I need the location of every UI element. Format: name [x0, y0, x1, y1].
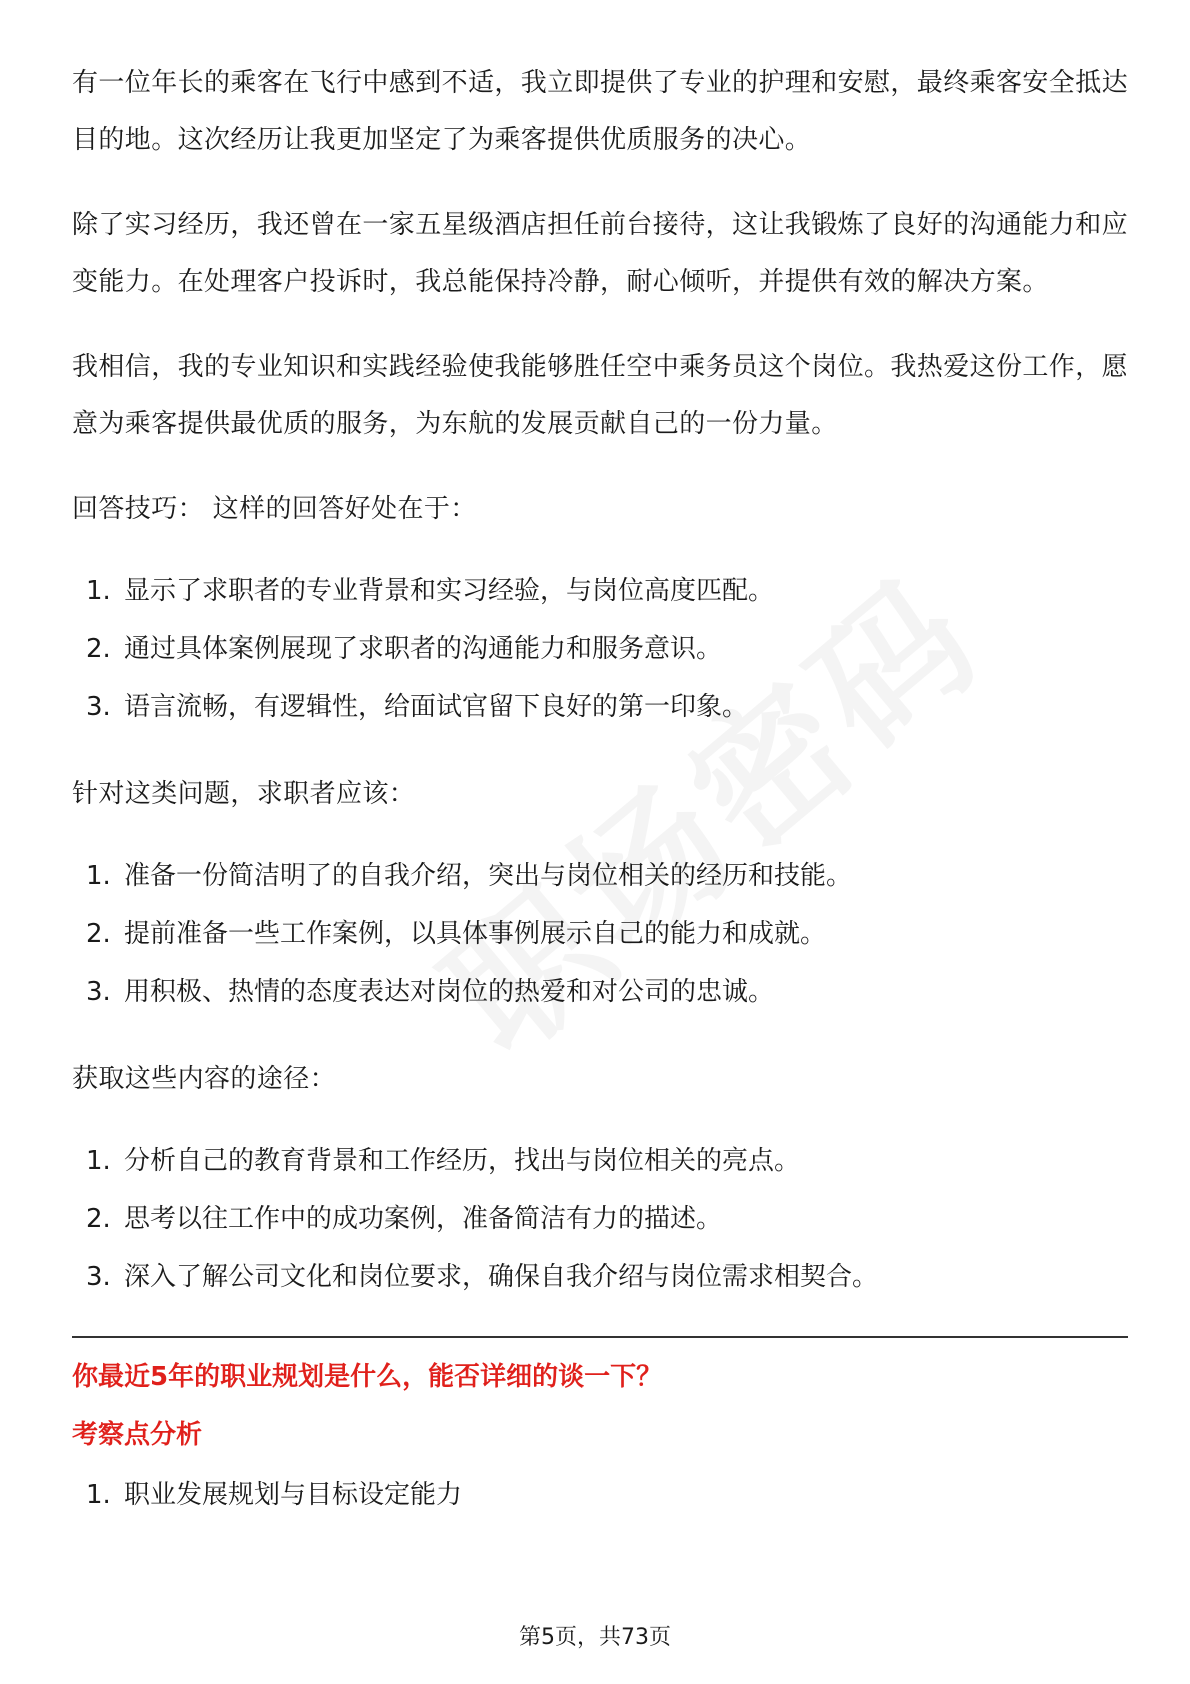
document-page	[72, 55, 1128, 1554]
paragraph-3: 我相信，我的专业知识和实践经验使我能够胜任空中乘务员这个岗位。我热爱这份工作，愿意为乘客提供最优质的服务，为东航的发展贡献自己的一份力量。	[72, 352, 1129, 439]
list-item: 2. 提前准备一些工作案例，以具体事例展示自己的能力和成就。	[86, 919, 827, 949]
analysis-label: 考察点分析	[72, 1420, 203, 1450]
list-item: 3. 深入了解公司文化和岗位要求，确保自我介绍与岗位需求相契合。	[86, 1262, 879, 1292]
list-item: 3. 用积极、热情的态度表达对岗位的热爱和对公司的忠诚。	[86, 977, 775, 1007]
list-item: 1. 准备一份简洁明了的自我介绍，突出与岗位相关的经历和技能。	[86, 861, 853, 891]
paragraph-1: 有一位年长的乘客在飞行中感到不适，我立即提供了专业的护理和安慰，最终乘客安全抵达目的地。这次经历让我更加坚定了为乘客提供优质服务的决心。	[72, 68, 1129, 155]
should-heading: 针对这类问题，求职者应该：	[72, 779, 416, 809]
tips-heading: 回答技巧： 这样的回答好处在于：	[72, 494, 477, 524]
paragraph-2: 除了实习经历，我还曾在一家五星级酒店担任前台接待，这让我锻炼了良好的沟通能力和应变能力。在处理客户投诉时，我总能保持冷静，耐心倾听，并提供有效的解决方案。	[72, 210, 1129, 297]
question-title: 你最近5年的职业规划是什么，能否详细的谈一下？	[72, 1362, 663, 1392]
ways-list	[72, 1132, 1128, 1306]
tips-list	[72, 562, 1128, 736]
list-item: 2. 思考以往工作中的成功案例，准备简洁有力的描述。	[86, 1204, 723, 1234]
list-item: 2. 通过具体案例展现了求职者的沟通能力和服务意识。	[86, 634, 723, 664]
analysis-list	[72, 1466, 1128, 1524]
ways-heading: 获取这些内容的途径：	[72, 1064, 337, 1094]
page-number: 第5页，共73页	[519, 1625, 671, 1650]
should-list	[72, 847, 1128, 1021]
section-divider	[72, 1336, 1128, 1338]
list-item: 1. 职业发展规划与目标设定能力	[86, 1480, 463, 1510]
list-item: 1. 分析自己的教育背景和工作经历，找出与岗位相关的亮点。	[86, 1146, 801, 1176]
list-item: 1. 显示了求职者的专业背景和实习经验，与岗位高度匹配。	[86, 576, 775, 606]
list-item: 3. 语言流畅，有逻辑性，给面试官留下良好的第一印象。	[86, 692, 749, 722]
